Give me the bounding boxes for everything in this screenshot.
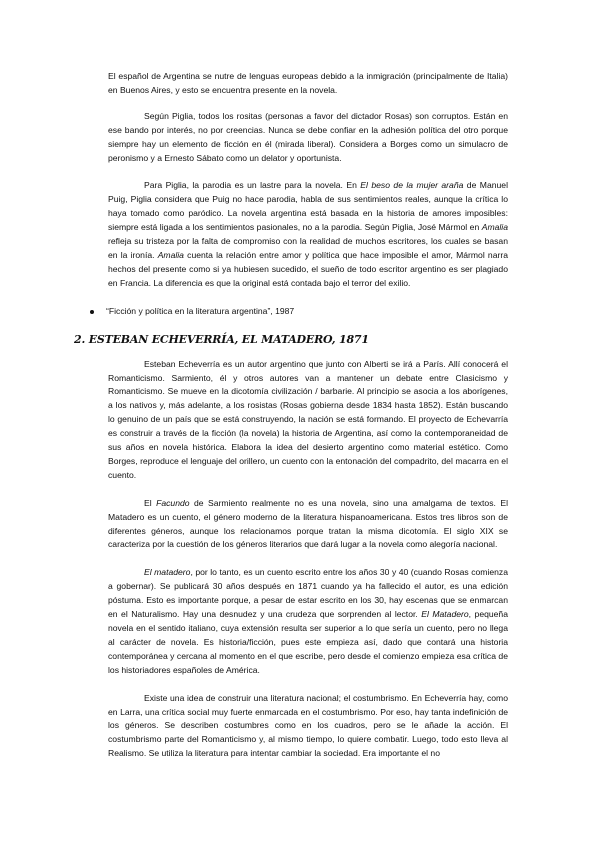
text-run: , por lo tanto, es un cuento escrito entre los años 30 y 40 (cuando Rosas comienza a gobernar). Se publicará 30 años después en 1871 cuando ya ha fallecido el autor, es una edición póstuma. Esto es importante porque, a pesar de estar escrito en los 30, hay escenas que se enmarcan en el Naturalismo. Hay una desnudez y una crudeza que sorprenden al lector. [108,567,508,620]
paragraph-parodia [108,179,508,290]
text-run: cuenta la relación entre amor y política que hace imposible el amor, Mármol narra hechos del presente como si ya hubiesen sucedido, el sueño de todo escritor argentino es ser plagiado en Francia. La diferencia es que la original está contada bajo el terror del exilio. [108,249,508,288]
book-title-matadero: El matadero [144,567,191,578]
bullet-icon [90,310,94,314]
document-body [74,70,508,761]
paragraph-el-matadero [108,566,508,677]
bullet-text: “Ficción y política en la literatura argentina”, 1987 [106,305,295,316]
paragraph-costumbrismo: Existe una idea de construir una literatura nacional; el costumbrismo. En Echeverría hay, como en Larra, una crítica social muy fuerte enmarcada en el costumbrismo. Por eso, hay tanta indefinición de los géneros. Se describen costumbres como en los cuadros, pero se le añade la acción. El costumbrismo parte del Romanticismo y, al mismo tiempo, lo quiere combatir. Luego, todo esto lleva al Realismo. Se utiliza la literatura para intentar cambiar la sociedad. Era importante el no [108,692,508,759]
book-title-amalia: Amalia [157,249,184,260]
book-title-matadero: El Matadero [421,609,469,620]
paragraph-facundo [108,497,508,553]
text-run: , pequeña novela en el sentido italiano, cuya extensión resulta ser superior a lo que sería un cuento, pero no llega al carácter de novela. Es historia/ficción, pues este empieza así, dado que contará una historia contemporánea y cercana al momento en el que escribe, pero desde el comienzo empieza esa crítica de los historiadores españoles de América. [108,609,508,675]
book-title-facundo: Facundo [156,497,190,508]
bullet-item [90,305,508,319]
text-run: refleja su tristeza por la falta de compromiso con la realidad de muchos escritores, los cuales se basan en la ironía. [108,236,508,260]
section-heading: 2. ESTEBAN ECHEVERRÍA, EL MATADERO, 1871 [74,332,369,346]
book-title-amalia: Amalia [481,222,508,233]
text-run: de Sarmiento realmente no es una novela, sino una amalgama de textos. El Matadero es un cuento, el género moderno de la literatura hispanoamericana. Estos tres libros son de diferentes géneros, aunque los relacionamos porque tratan la misma dicotomía. El siglo XIX se caracteriza por la cuestión de los géneros literarios que dará lugar a la novela como alegoría nacional. [108,497,508,550]
book-title-beso: El beso de la mujer araña [360,180,464,191]
text-run: El [144,497,157,508]
paragraph-rositas: Según Piglia, todos los rositas (personas a favor del dictador Rosas) son corruptos. Están en ese bando por interés, no por creencias. Nunca se debe confiar en la adhesión política del otro porque siempre hay un elemento de ficción en él (mirada liberal). Considera a Borges como un simulacro de peronismo y a Ernesto Sábato como un delator y oportunista. [108,110,508,163]
paragraph-immigration: El español de Argentina se nutre de lenguas europeas debido a la inmigración (principalmente de Italia) en Buenos Aires, y esto se encuentra presente en la novela. [108,71,508,95]
paragraph-echeverria: Esteban Echeverría es un autor argentino que junto con Alberti se irá a París. Allí conocerá el Romanticismo. Sarmiento, él y otros autores van a mantener un debate entre Clasicismo y Romanticismo. Se mueve en la dicotomía civilización / barbarie. Al principio se asocia a los aborígenes, a los nativos y, más adelante, a los rosistas (Rosas gobierna desde 1834 hasta 1852). Están buscando lo genuino de un país que se está construyendo, la nación se está formando. El proyecto de Echevarría es construir a través de la ficción (la novela) la historia de Argentina, así como la contemporaneidad de sus años en novela histórica. Elabora la idea del desierto argentino como material estético. Como Borges, reproduce el lenguaje del orillero, un cuento con la entonación del compadrito, del macarra en el cuento. [108,358,508,480]
text-run: de Manuel Puig, Piglia considera que Puig no hace parodia, habla de sus sentimientos reales, aunque la crítica lo haya tomado como paródico. La novela argentina está basada en la historia de amores imposibles: siempre está ligada a los sentimientos pasionales, no a la parodia. Según Piglia, José Mármol en [108,180,508,233]
text-run: Para Piglia, la parodia es un lastre para la novela. En [144,180,361,191]
